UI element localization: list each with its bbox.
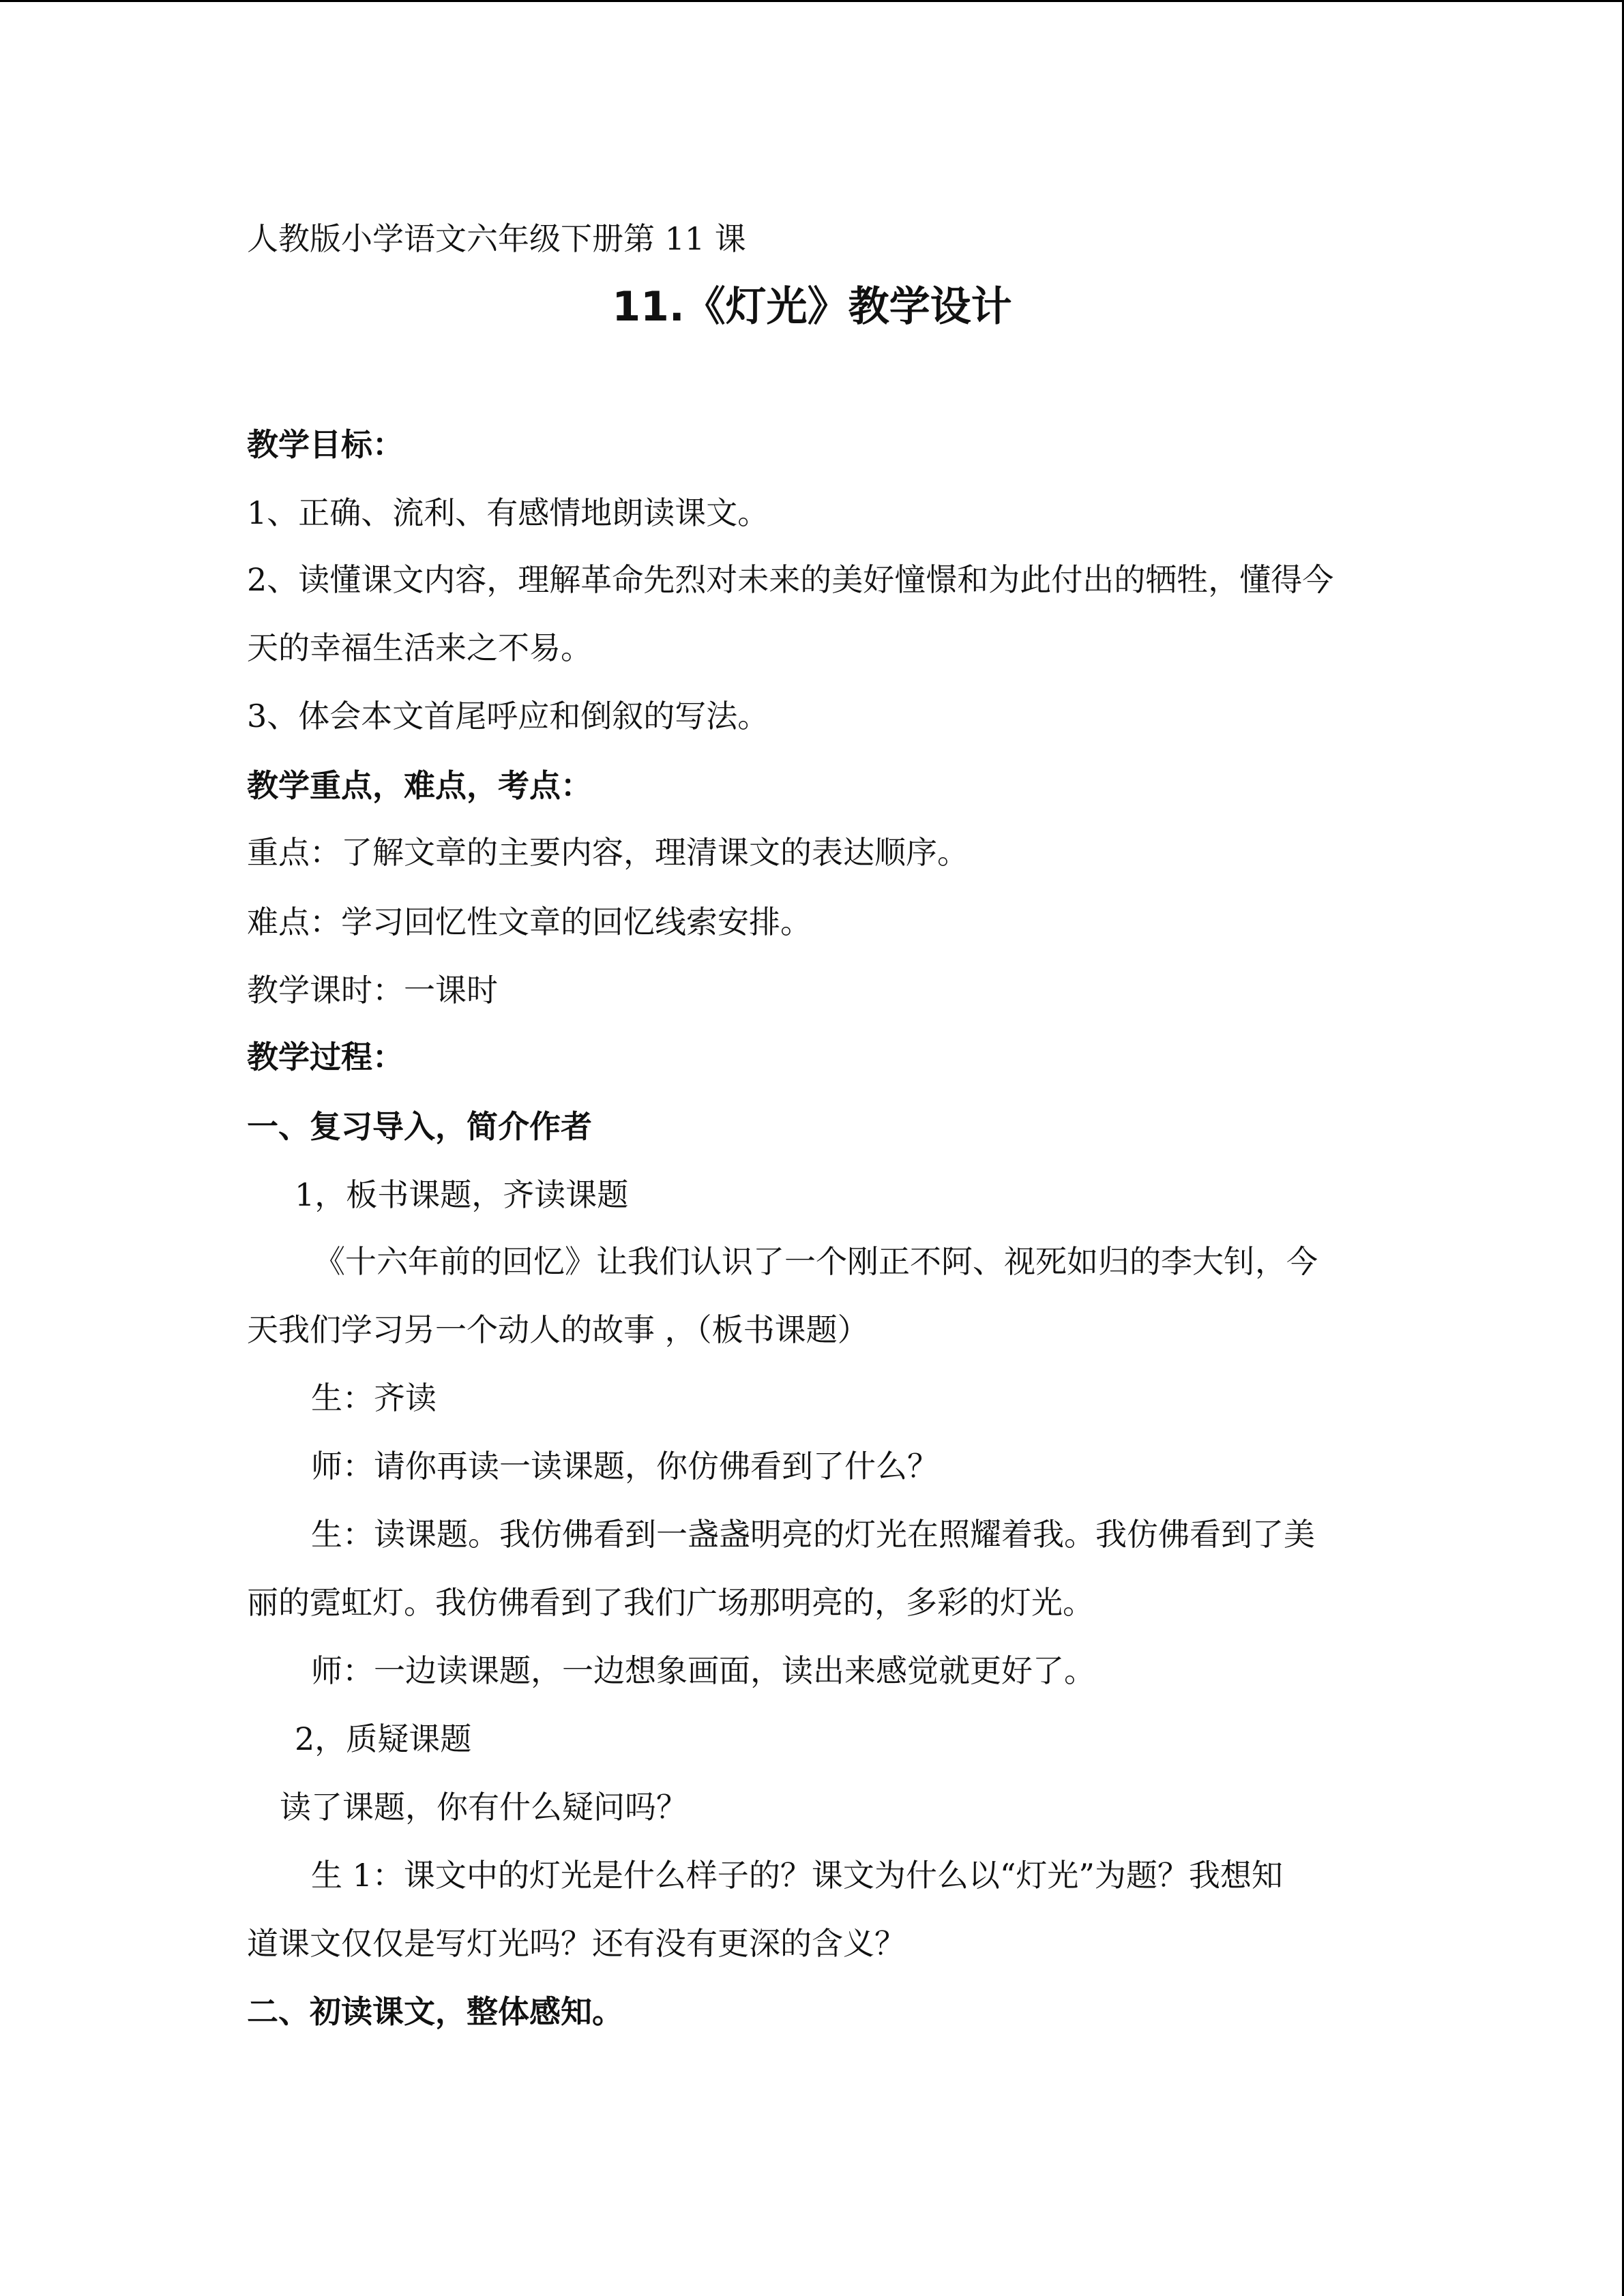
student-reply-2-line-1: 生：读课题。我仿佛看到一盏盏明亮的灯光在照耀着我。我仿佛看到了美	[311, 1516, 1315, 1553]
section-1-heading: 一、复习导入，简介作者	[247, 1108, 592, 1145]
process-heading: 教学过程：	[247, 1039, 404, 1075]
objective-item-2-line-1: 2、读懂课文内容，理解革命先烈对未来的美好憧憬和为此付出的牺牲，懂得今	[247, 561, 1334, 598]
step-1: 1，板书课题，齐读课题	[295, 1176, 629, 1213]
document-title: 11.《灯光》教学设计	[612, 283, 1012, 331]
teacher-prompt-2: 师：一边读课题，一边想象画面，读出来感觉就更好了。	[311, 1652, 1095, 1689]
question-prompt: 读了课题，你有什么疑问吗？	[280, 1789, 688, 1825]
course-line: 人教版小学语文六年级下册第 11 课	[247, 220, 746, 257]
objective-item-2-line-2: 天的幸福生活来之不易。	[247, 629, 592, 666]
student-reply-3-line-1: 生 1：课文中的灯光是什么样子的？课文为什么以“灯光”为题？我想知	[311, 1857, 1283, 1894]
section-2-heading: 二、初读课文，整体感知。	[247, 1993, 623, 2030]
intro-line-1: 《十六年前的回忆》让我们认识了一个刚正不阿、视死如归的李大钊，今	[314, 1243, 1318, 1280]
key-points-heading: 教学重点，难点，考点：	[247, 767, 592, 804]
teacher-prompt-1: 师：请你再读一读课题，你仿佛看到了什么？	[311, 1448, 939, 1485]
objectives-heading: 教学目标：	[247, 426, 404, 463]
difficulty-point: 难点：学习回忆性文章的回忆线索安排。	[247, 904, 812, 940]
intro-line-2: 天我们学习另一个动人的故事 ，（板书课题）	[247, 1311, 869, 1348]
objective-item-1: 1、正确、流利、有感情地朗读课文。	[247, 494, 769, 531]
step-2: 2，质疑课题	[295, 1720, 472, 1757]
focus-point: 重点：了解文章的主要内容，理清课文的表达顺序。	[247, 834, 969, 871]
objective-item-3: 3、体会本文首尾呼应和倒叙的写法。	[247, 698, 769, 734]
student-reply-3-line-2: 道课文仅仅是写灯光吗？还有没有更深的含义？	[247, 1925, 906, 1962]
student-reply-2-line-2: 丽的霓虹灯。我仿佛看到了我们广场那明亮的，多彩的灯光。	[247, 1584, 1094, 1621]
class-hours: 教学课时：一课时	[247, 972, 498, 1009]
page-border-top	[0, 0, 1624, 2]
student-reply-1: 生：齐读	[311, 1380, 437, 1416]
